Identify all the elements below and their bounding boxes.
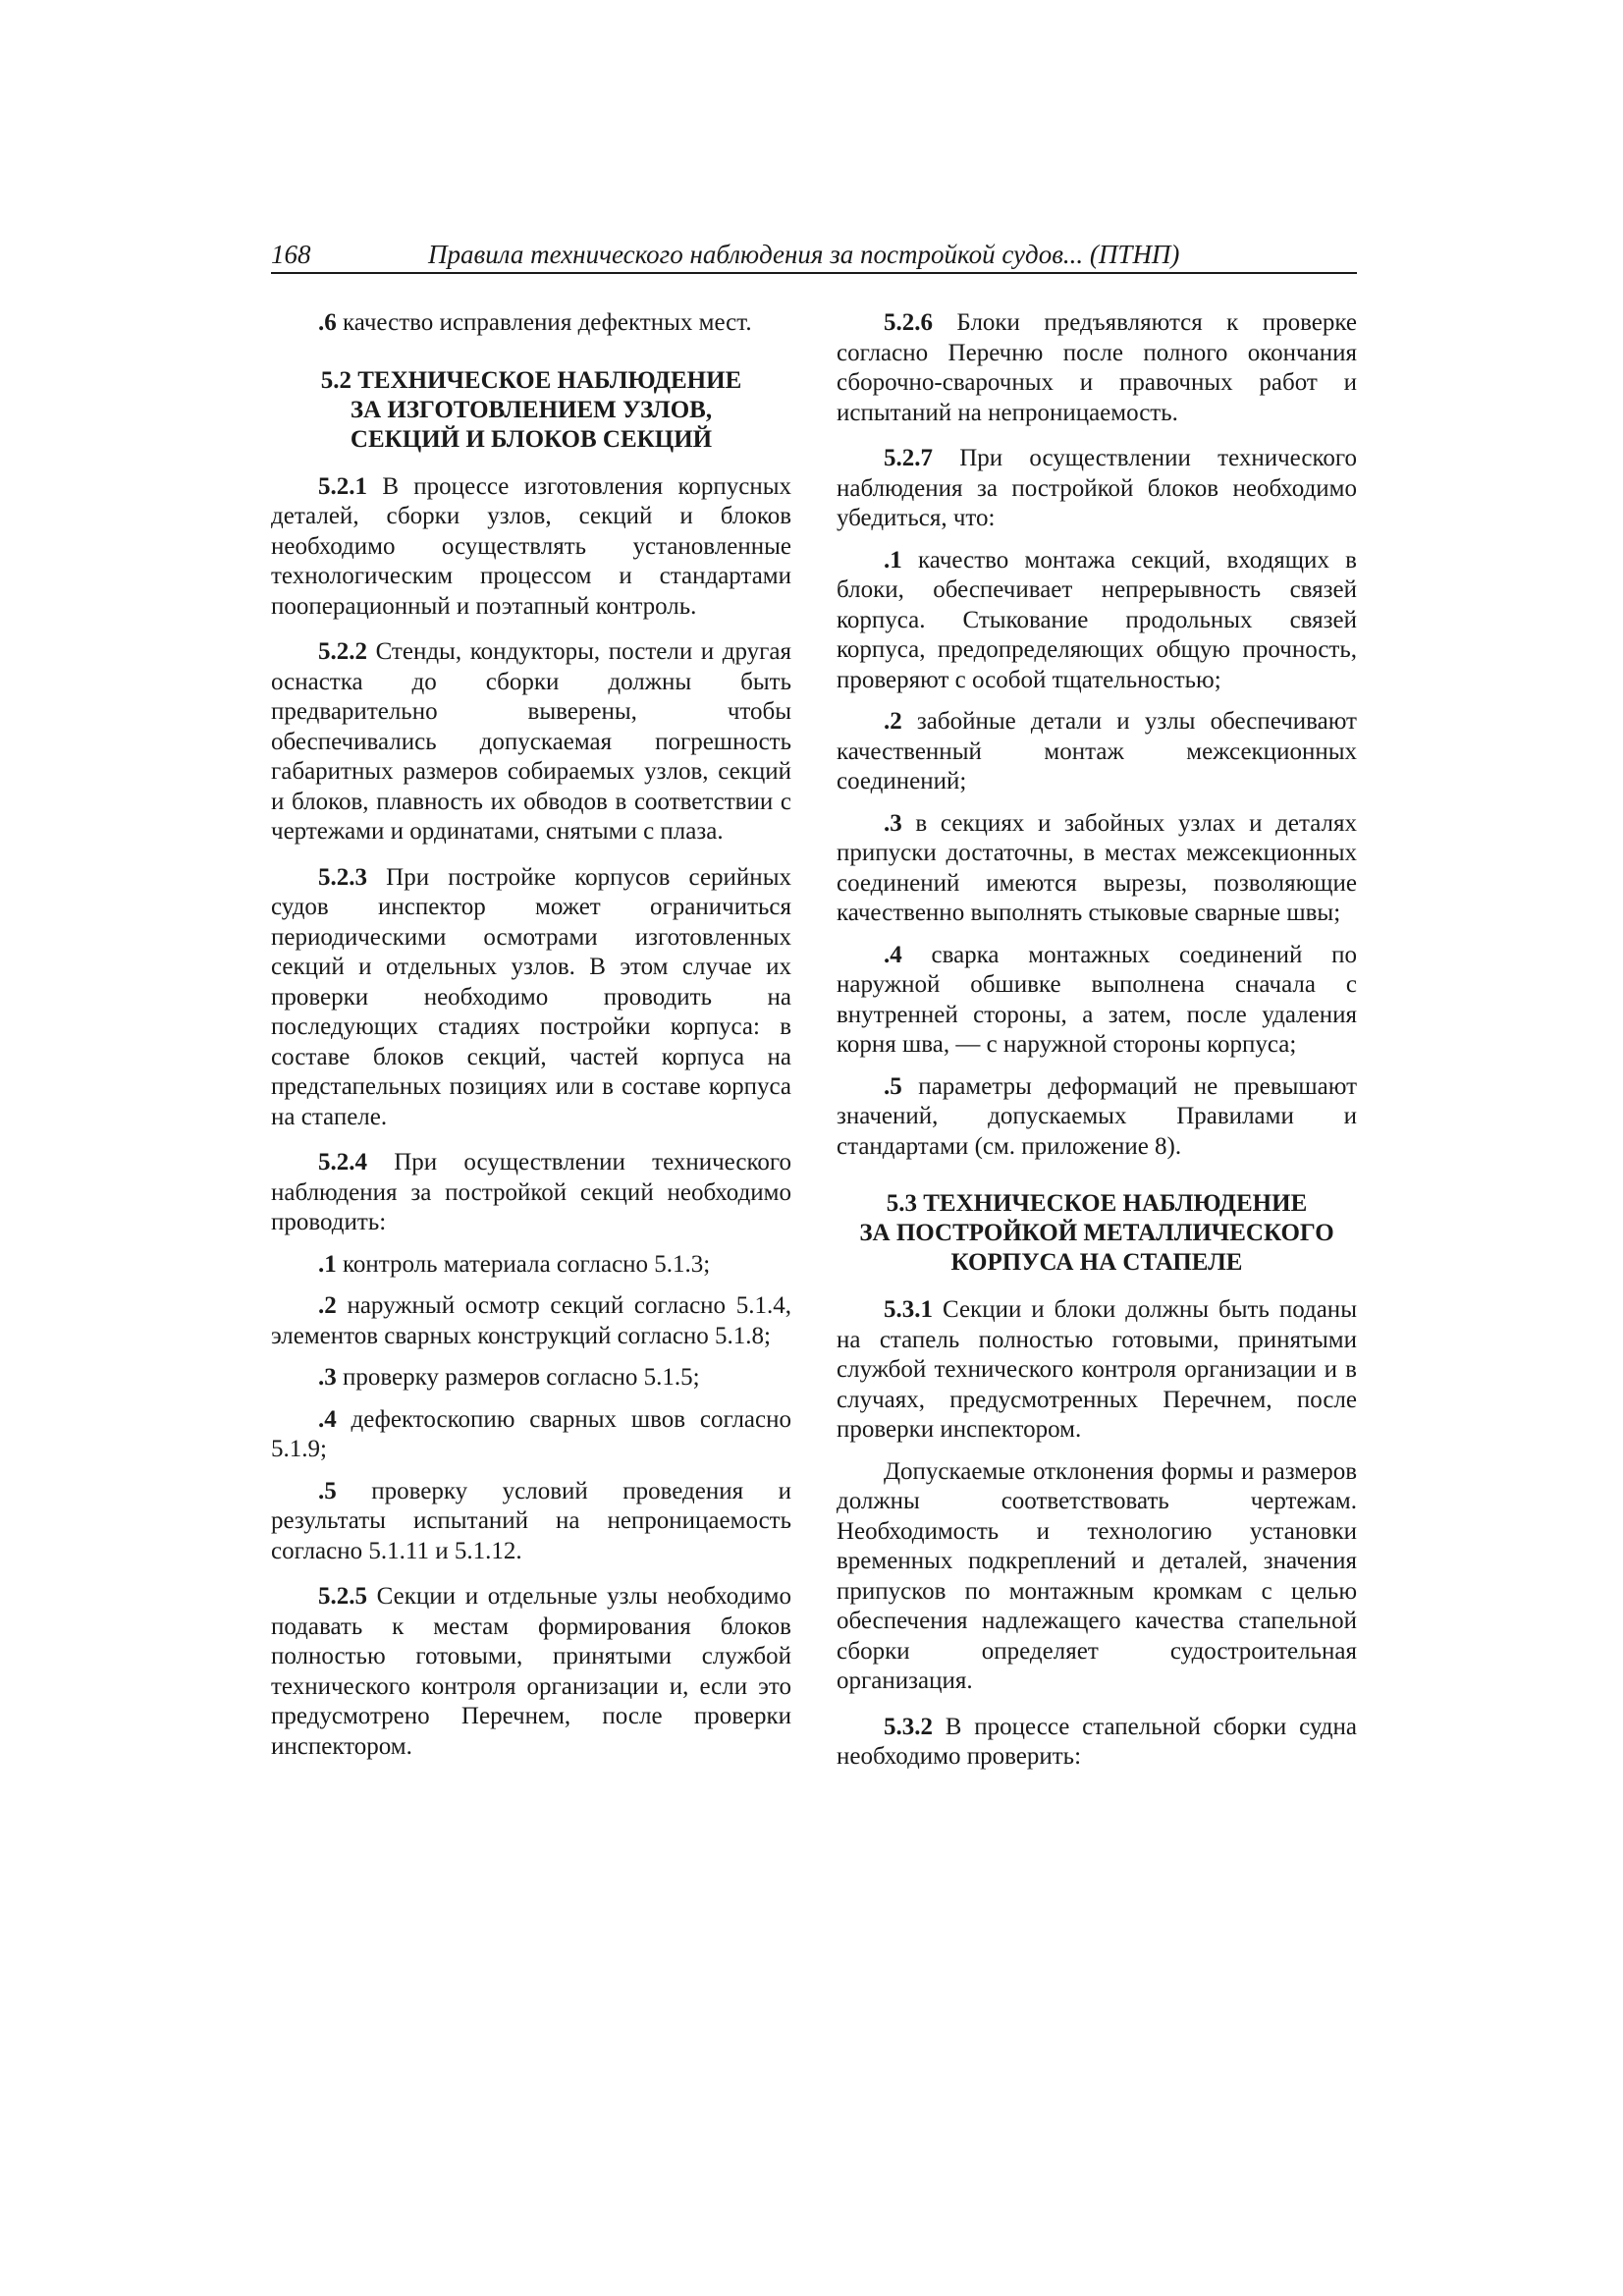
- paragraph-text: качество исправления дефектных мест.: [336, 309, 752, 336]
- item-number: .1: [318, 1250, 337, 1278]
- clause-number: 5.2.6: [884, 309, 933, 336]
- paragraph-5-2-7-4: [837, 941, 1357, 1061]
- clause-number: 5.2.1: [318, 472, 367, 500]
- heading-line: ЗА ПОСТРОЙКОЙ МЕТАЛЛИЧЕСКОГО: [859, 1220, 1334, 1246]
- paragraph-5-2-4: [271, 1148, 791, 1238]
- paragraph-text: дефектоскопию сварных швов согласно 5.1.9;: [271, 1405, 791, 1462]
- paragraph-text: Секции и отдельные узлы необходимо подавать к местам формирования блоков полностью готовыми, принятыми службой технического контроля организации и, если это предусмотрено Перечнем, после проверки инспектором.: [271, 1583, 791, 1760]
- item-number: .4: [884, 941, 902, 968]
- paragraph-5-3-1: [837, 1295, 1357, 1446]
- paragraph-text: наружный осмотр секций согласно 5.1.4, элементов сварных конструкций согласно 5.1.8;: [271, 1292, 791, 1349]
- heading-line: СЕКЦИЙ И БЛОКОВ СЕКЦИЙ: [350, 425, 713, 453]
- paragraph-5-2-7-5: [837, 1072, 1357, 1163]
- running-title: Правила технического наблюдения за постройкой судов... (ПТНП): [428, 240, 1180, 269]
- item-number: .4: [318, 1405, 337, 1433]
- clause-number: 5.2.2: [318, 638, 367, 665]
- paragraph-5-2-4-2: [271, 1291, 791, 1351]
- right-column: [837, 308, 1357, 1784]
- paragraph-5-2-5: [271, 1582, 791, 1762]
- paragraph-5-3-2: [837, 1713, 1357, 1773]
- heading-line: 5.2 ТЕХНИЧЕСКОЕ НАБЛЮДЕНИЕ: [320, 366, 742, 394]
- paragraph-text: параметры деформаций не превышают значений, допускаемых Правилами и стандартами (см. приложение 8).: [837, 1072, 1357, 1160]
- page-header: [271, 239, 1357, 274]
- paragraph-text: При осуществлении технического наблюдения за постройкой блоков необходимо убедиться, что:: [837, 445, 1357, 531]
- paragraph-5-2-6: [837, 308, 1357, 428]
- paragraph-text: в секциях и забойных узлах и деталях припуски достаточны, в местах межсекционных соединений имеются вырезы, позволяющие качественно выполнять стыковые сварные швы;: [837, 809, 1357, 926]
- clause-number: 5.2.3: [318, 863, 367, 891]
- paragraph-text: проверку размеров согласно 5.1.5;: [336, 1364, 700, 1391]
- page-number: 168: [271, 240, 311, 269]
- item-number: .5: [318, 1477, 337, 1504]
- paragraph-5-2-1: [271, 472, 791, 623]
- paragraph-text: В процессе стапельной сборки судна необходимо проверить:: [837, 1713, 1357, 1770]
- paragraph-text: Секции и блоки должны быть поданы на стапель полностью готовыми, принятыми службой технического контроля организации и в случаях, предусмотренных Перечнем, после проверки инспектором.: [837, 1296, 1357, 1443]
- section-heading-5-2: [271, 366, 791, 455]
- paragraph-item-6: [271, 308, 791, 339]
- item-number: .1: [884, 546, 902, 574]
- paragraph-text: Стенды, кондукторы, постели и другая оснастка до сборки должны быть предварительно выверены, чтобы обеспечивались допускаемая погрешность габаритных размеров собираемых узлов, секций и блоков, плавность их обводов в соответствии с чертежами и ординатами, снятыми с плаза.: [271, 638, 791, 845]
- paragraph-text: В процессе изготовления корпусных деталей, сборки узлов, секций и блоков необходимо осуществлять установленные технологическим процессом и стандартами пооперационный и поэтапный контроль.: [271, 472, 791, 620]
- left-column: [271, 308, 791, 1774]
- paragraph-5-2-4-4: [271, 1405, 791, 1465]
- item-number: .3: [318, 1364, 337, 1391]
- paragraph-text: сварка монтажных соединений по наружной обшивке выполнена сначала с внутренней стороны, а затем, после удаления корня шва, — с наружной стороны корпуса;: [837, 941, 1357, 1058]
- clause-number: 5.2.7: [884, 445, 933, 471]
- paragraph-text: контроль материала согласно 5.1.3;: [336, 1250, 711, 1278]
- item-number: .6: [318, 309, 337, 336]
- paragraph-text: забойные детали и узлы обеспечивают качественный монтаж межсекционных соединений;: [837, 708, 1357, 794]
- clause-number: 5.2.5: [318, 1583, 367, 1610]
- paragraph-text: При осуществлении технического наблюдения за постройкой секций необходимо проводить:: [271, 1149, 791, 1235]
- paragraph-5-2-3: [271, 863, 791, 1133]
- paragraph-5-2-4-5: [271, 1477, 791, 1567]
- heading-line: ЗА ИЗГОТОВЛЕНИЕМ УЗЛОВ,: [350, 396, 713, 423]
- paragraph-text: Блоки предъявляются к проверке согласно Перечню после полного окончания сборочно-сварочных и правочных работ и испытаний на непроницаемость.: [837, 309, 1357, 426]
- item-number: .5: [884, 1072, 902, 1100]
- paragraph-5-2-4-1: [271, 1250, 791, 1281]
- paragraph-5-2-7-2: [837, 707, 1357, 797]
- paragraph-5-2-2: [271, 637, 791, 847]
- heading-line: КОРПУСА НА СТАПЕЛЕ: [950, 1249, 1243, 1276]
- paragraph-5-3-1-continued: [837, 1457, 1357, 1697]
- item-number: .3: [884, 809, 902, 837]
- paragraph-5-2-7-1: [837, 546, 1357, 696]
- paragraph-5-2-7: [837, 444, 1357, 534]
- item-number: .2: [318, 1292, 337, 1319]
- item-number: .2: [884, 708, 902, 735]
- clause-number: 5.2.4: [318, 1149, 367, 1175]
- paragraph-text: При постройке корпусов серийных судов инспектор может ограничиться периодическими осмотрами изготовленных секций и отдельных узлов. В этом случае их проверки необходимо проводить на последующих стадиях постройки корпуса: в составе блоков секций, частей корпуса на предстапельных позициях или в составе корпуса на стапеле.: [271, 863, 791, 1130]
- paragraph-text: Допускаемые отклонения формы и размеров должны соответствовать чертежам. Необходимость и технологию установки временных подкреплений и деталей, значения припусков по монтажным кромкам с целью обеспечения надлежащего качества стапельной сборки определяет судостроительная организация.: [837, 1457, 1357, 1694]
- section-heading-5-3: [837, 1189, 1357, 1278]
- paragraph-5-2-4-3: [271, 1363, 791, 1394]
- paragraph-text: качество монтажа секций, входящих в блоки, обеспечивает непрерывность связей корпуса. Стыкование продольных связей корпуса, предопределяющих общую прочность, проверяют с особой тщательностью;: [837, 546, 1357, 693]
- clause-number: 5.3.2: [884, 1713, 933, 1740]
- clause-number: 5.3.1: [884, 1296, 933, 1323]
- heading-line: 5.3 ТЕХНИЧЕСКОЕ НАБЛЮДЕНИЕ: [886, 1190, 1308, 1217]
- paragraph-text: проверку условий проведения и результаты испытаний на непроницаемость согласно 5.1.11 и 5.1.12.: [271, 1477, 791, 1564]
- paragraph-5-2-7-3: [837, 809, 1357, 929]
